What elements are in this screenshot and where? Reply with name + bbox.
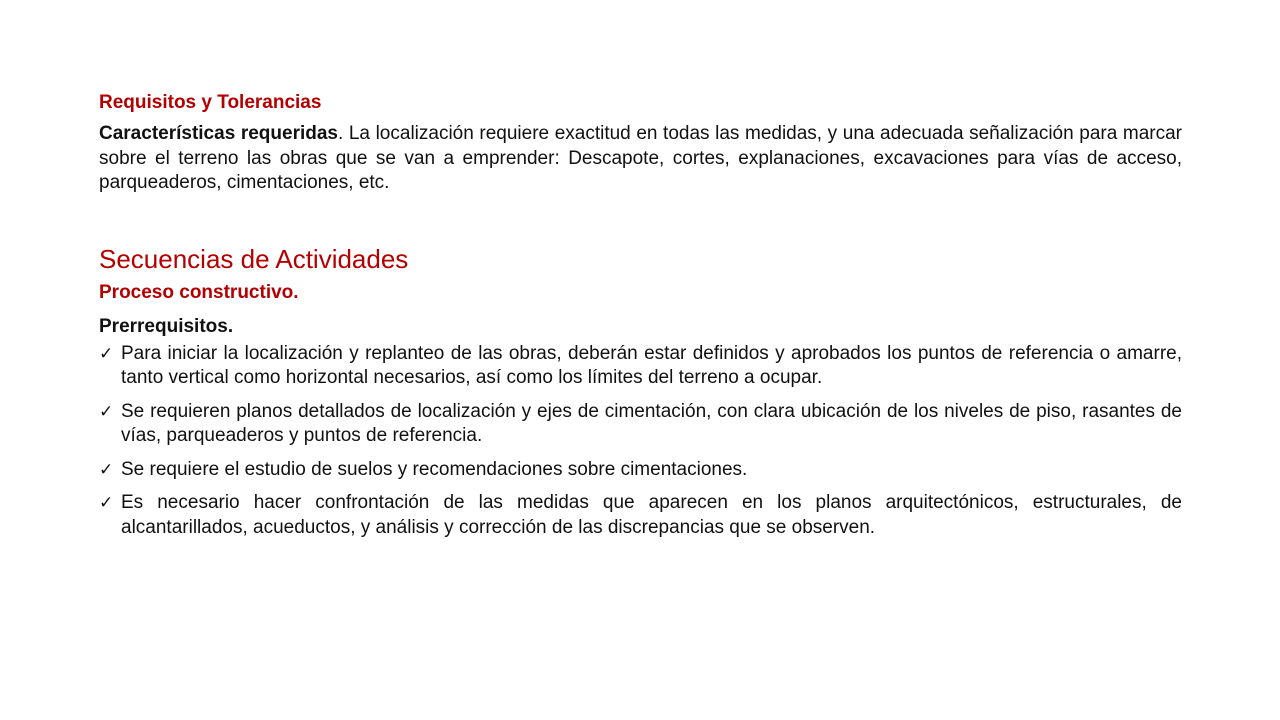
prerrequisitos-label: Prerrequisitos. — [99, 315, 234, 337]
caracteristicas-label: Características requeridas — [99, 123, 338, 144]
subtitle-proceso: Proceso constructivo. — [99, 281, 299, 303]
slide-content — [99, 88, 1182, 549]
list-item-text: Es necesario hacer confrontación de las medidas que aparecen en los planos arquitectónicos, estructurales, de alcantarillados, acueductos, y análisis y corrección de las discrepancias que se observen. — [121, 492, 1182, 538]
caracteristicas-paragraph — [99, 122, 1182, 196]
check-icon: ✓ — [99, 459, 114, 480]
list-item-text: Se requieren planos detallados de localización y ejes de cimentación, con clara ubicación de los niveles de piso, rasantes de vías, parqueaderos y puntos de referencia. — [121, 400, 1182, 446]
caracteristicas-text: . La localización requiere exactitud en todas las medidas, y una adecuada señalización para marcar sobre el terreno las obras que se van a emprender: Descapote, cortes, explanaciones, excavaciones para vías de acceso, parqueaderos, cimentaciones, etc. — [99, 123, 1182, 193]
prerequisites-list — [99, 342, 1182, 541]
section-heading-requisitos: Requisitos y Tolerancias — [99, 92, 322, 113]
list-item — [99, 458, 1182, 483]
list-item — [99, 400, 1182, 449]
check-icon: ✓ — [99, 493, 114, 513]
list-item-text: Para iniciar la localización y replanteo de las obras, deberán estar definidos y aprobados los puntos de referencia o amarre, tanto vertical como horizontal necesarios, así como los límites del terreno a ocupar. — [121, 342, 1182, 388]
spacer — [99, 196, 1182, 240]
list-item — [99, 491, 1182, 540]
check-icon: ✓ — [99, 401, 114, 422]
check-icon: ✓ — [99, 343, 114, 364]
list-item-text: Se requiere el estudio de suelos y recomendaciones sobre cimentaciones. — [121, 458, 748, 480]
list-item — [99, 342, 1182, 391]
section-title-secuencias: Secuencias de Actividades — [99, 243, 409, 274]
